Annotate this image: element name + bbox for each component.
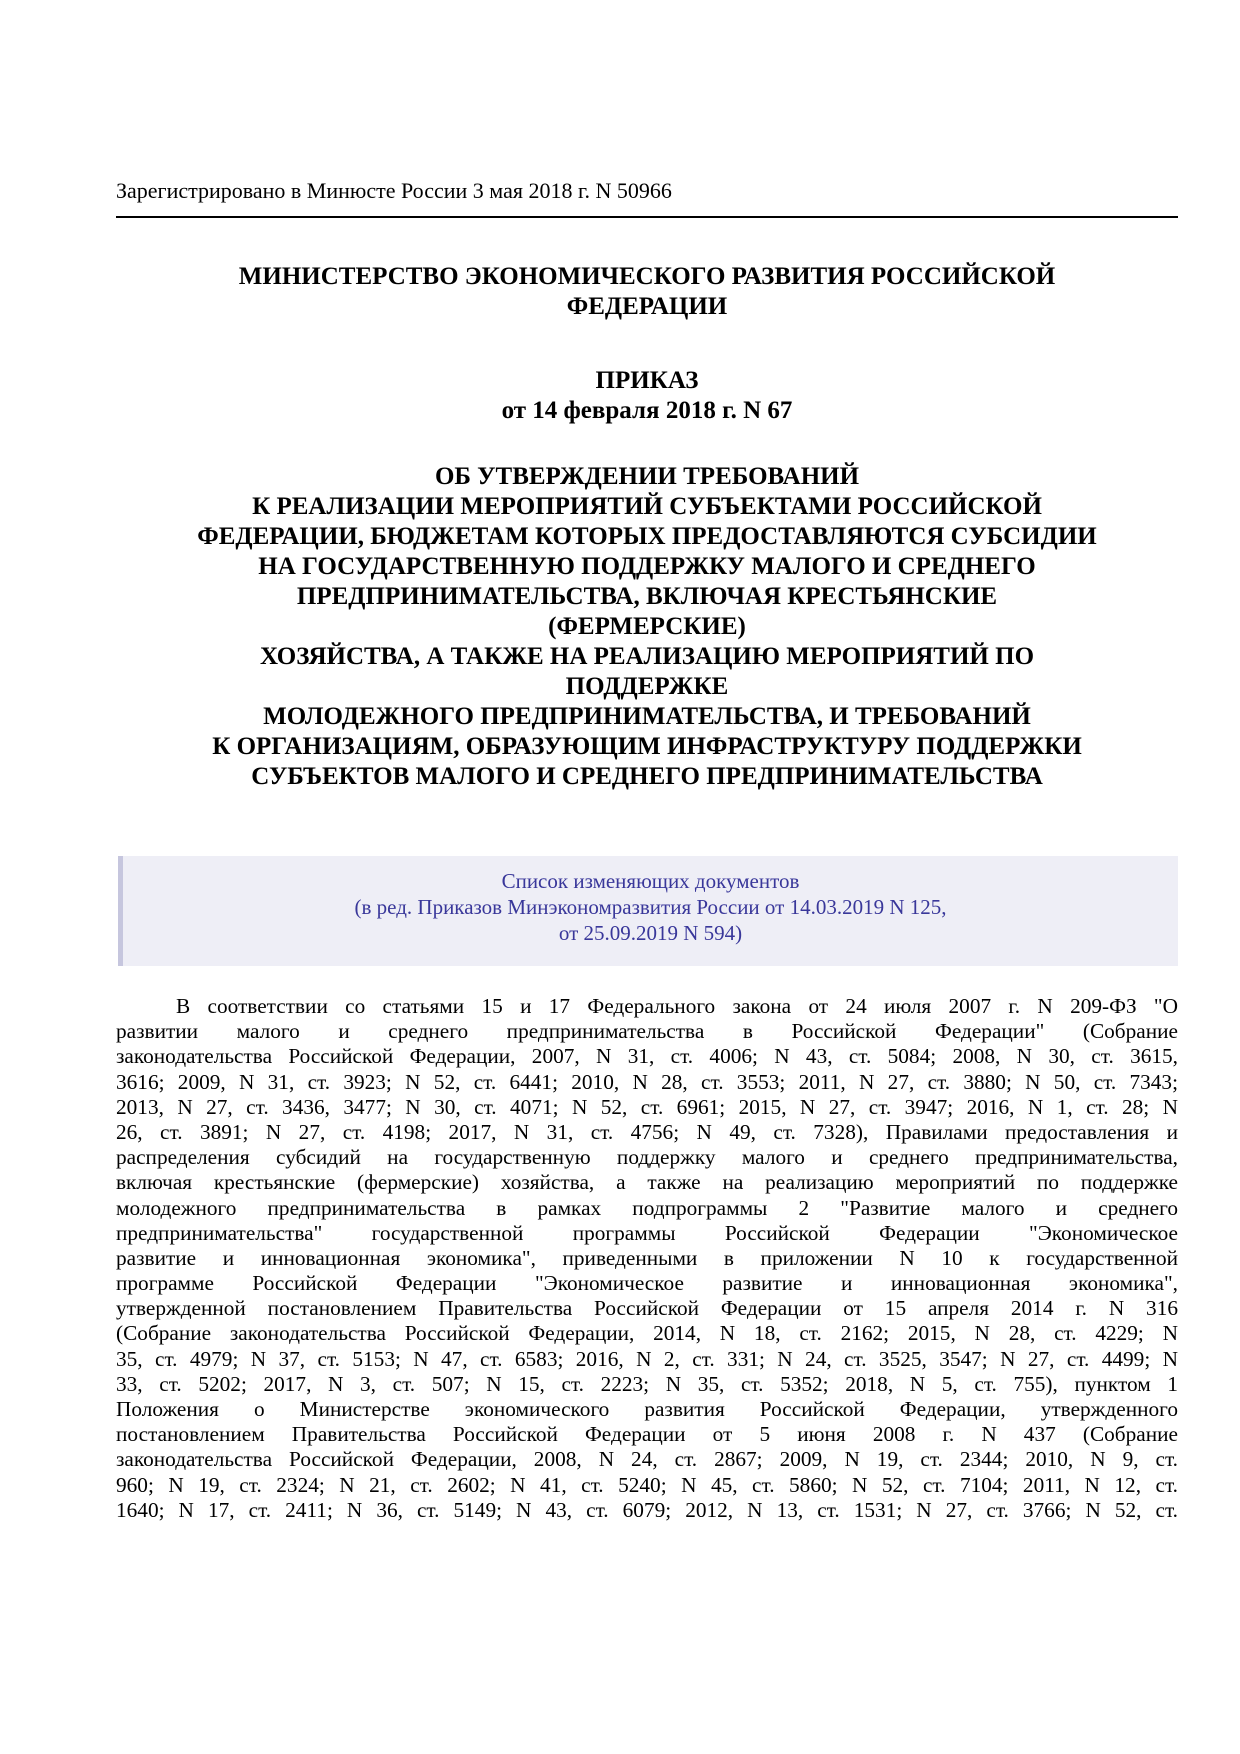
body-line: 960; N 19, ст. 2324; N 21, ст. 2602; N 41, ст. 5240; N 45, ст. 5860; N 52, ст. 7104; 2011, N 12, ст. — [116, 1472, 1178, 1497]
body-line: 33, ст. 5202; 2017, N 3, ст. 507; N 15, ст. 2223; N 35, ст. 5352; 2018, N 5, ст. 755), пунктом 1 — [116, 1371, 1178, 1396]
body-line: 26, ст. 3891; N 27, ст. 4198; 2017, N 31, ст. 4756; N 49, ст. 7328), Правилами предоставления и — [116, 1119, 1178, 1144]
ministry-line: МИНИСТЕРСТВО ЭКОНОМИЧЕСКОГО РАЗВИТИЯ РОССИЙСКОЙ — [238, 263, 1056, 290]
body-line: предпринимательства" государственной программы Российской Федерации "Экономическое — [116, 1220, 1178, 1245]
body-line: 35, ст. 4979; N 37, ст. 5153; N 47, ст. 6583; 2016, N 2, ст. 331; N 24, ст. 3525, 3547; N 27, ст. 4499; N — [116, 1346, 1178, 1371]
body-line: законодательства Российской Федерации, 2007, N 31, ст. 4006; N 43, ст. 5084; 2008, N 30, ст. 3615, — [116, 1044, 1178, 1069]
ministry-heading — [116, 262, 1178, 322]
body-line: развитие и инновационная экономика", приведенными в приложении N 10 к государственной — [116, 1245, 1178, 1270]
title-line: ПРЕДПРИНИМАТЕЛЬСТВА, ВКЛЮЧАЯ КРЕСТЬЯНСКИЕ — [296, 583, 998, 610]
body-line: распределения субсидий на государственную поддержку малого и среднего предпринимательства, — [116, 1145, 1178, 1170]
header-divider — [116, 216, 1178, 218]
body-line: развитии малого и среднего предпринимательства в Российской Федерации" (Собрание — [116, 1019, 1178, 1044]
body-line: 1640; N 17, ст. 2411; N 36, ст. 5149; N 43, ст. 6079; 2012, N 13, ст. 1531; N 27, ст. 3766; N 52, ст. — [116, 1497, 1178, 1522]
title-line: ХОЗЯЙСТВА, А ТАКЖЕ НА РЕАЛИЗАЦИЮ МЕРОПРИЯТИЙ ПО — [259, 643, 1035, 670]
title-line: МОЛОДЕЖНОГО ПРЕДПРИНИМАТЕЛЬСТВА, И ТРЕБОВАНИЙ — [263, 703, 1031, 730]
body-line: 3616; 2009, N 31, ст. 3923; N 52, ст. 6441; 2010, N 28, ст. 3553; 2011, N 27, ст. 3880; N 50, ст. 7343; — [116, 1069, 1178, 1094]
amendments-heading: Список изменяющих документов — [501, 869, 800, 893]
title-line: ПОДДЕРЖКЕ — [565, 673, 729, 700]
body-line: программе Российской Федерации "Экономическое развитие и инновационная экономика", — [116, 1271, 1178, 1296]
amendments-line: (в ред. Приказов Минэкономразвития России от 14.03.2019 N 125, — [354, 895, 947, 919]
body-line: законодательства Российской Федерации, 2008, N 24, ст. 2867; 2009, N 19, ст. 2344; 2010, N 9, ст. — [116, 1447, 1178, 1472]
title-line: (ФЕРМЕРСКИЕ) — [548, 613, 746, 640]
order-type: ПРИКАЗ — [595, 367, 699, 394]
title-line: СУБЪЕКТОВ МАЛОГО И СРЕДНЕГО ПРЕДПРИНИМАТЕЛЬСТВА — [251, 763, 1043, 790]
body-line: постановлением Правительства Российской Федерации от 5 июня 2008 г. N 437 (Собрание — [116, 1422, 1178, 1447]
title-line: К ОРГАНИЗАЦИЯМ, ОБРАЗУЮЩИМ ИНФРАСТРУКТУРУ ПОДДЕРЖКИ — [212, 733, 1082, 760]
order-date-number: от 14 февраля 2018 г. N 67 — [501, 397, 793, 424]
body-paragraph — [116, 994, 1178, 1523]
body-line: (Собрание законодательства Российской Федерации, 2014, N 18, ст. 2162; 2015, N 28, ст. 4229; N — [116, 1321, 1178, 1346]
body-line: включая крестьянские (фермерские) хозяйства, а также на реализацию мероприятий по поддержке — [116, 1170, 1178, 1195]
document-title — [116, 462, 1178, 792]
title-line: К РЕАЛИЗАЦИИ МЕРОПРИЯТИЙ СУБЪЕКТАМИ РОССИЙСКОЙ — [252, 493, 1042, 520]
body-line: Положения о Министерстве экономического развития Российской Федерации, утвержденного — [116, 1397, 1178, 1421]
body-line: 2013, N 27, ст. 3436, 3477; N 30, ст. 4071; N 52, ст. 6961; 2015, N 27, ст. 3947; 2016, N 1, ст. 28; N — [116, 1094, 1178, 1119]
title-line: НА ГОСУДАРСТВЕННУЮ ПОДДЕРЖКУ МАЛОГО И СРЕДНЕГО — [258, 553, 1036, 580]
registration-note: Зарегистрировано в Минюсте России 3 мая 2018 г. N 50966 — [116, 178, 672, 203]
body-line: В соответствии со статьями 15 и 17 Федерального закона от 24 июля 2007 г. N 209-ФЗ "О — [176, 994, 1178, 1018]
title-line: ОБ УТВЕРЖДЕНИИ ТРЕБОВАНИЙ — [434, 463, 860, 490]
ministry-line: ФЕДЕРАЦИИ — [566, 293, 728, 320]
order-heading — [116, 366, 1178, 426]
amendments-box — [118, 856, 1178, 966]
title-line: ФЕДЕРАЦИИ, БЮДЖЕТАМ КОТОРЫХ ПРЕДОСТАВЛЯЮТСЯ СУБСИДИИ — [197, 523, 1097, 550]
body-line: молодежного предпринимательства в рамках подпрограммы 2 "Развитие малого и среднего — [116, 1195, 1178, 1220]
amendments-line: от 25.09.2019 N 594) — [558, 921, 743, 945]
body-line: утвержденной постановлением Правительства Российской Федерации от 15 апреля 2014 г. N 316 — [116, 1296, 1178, 1321]
